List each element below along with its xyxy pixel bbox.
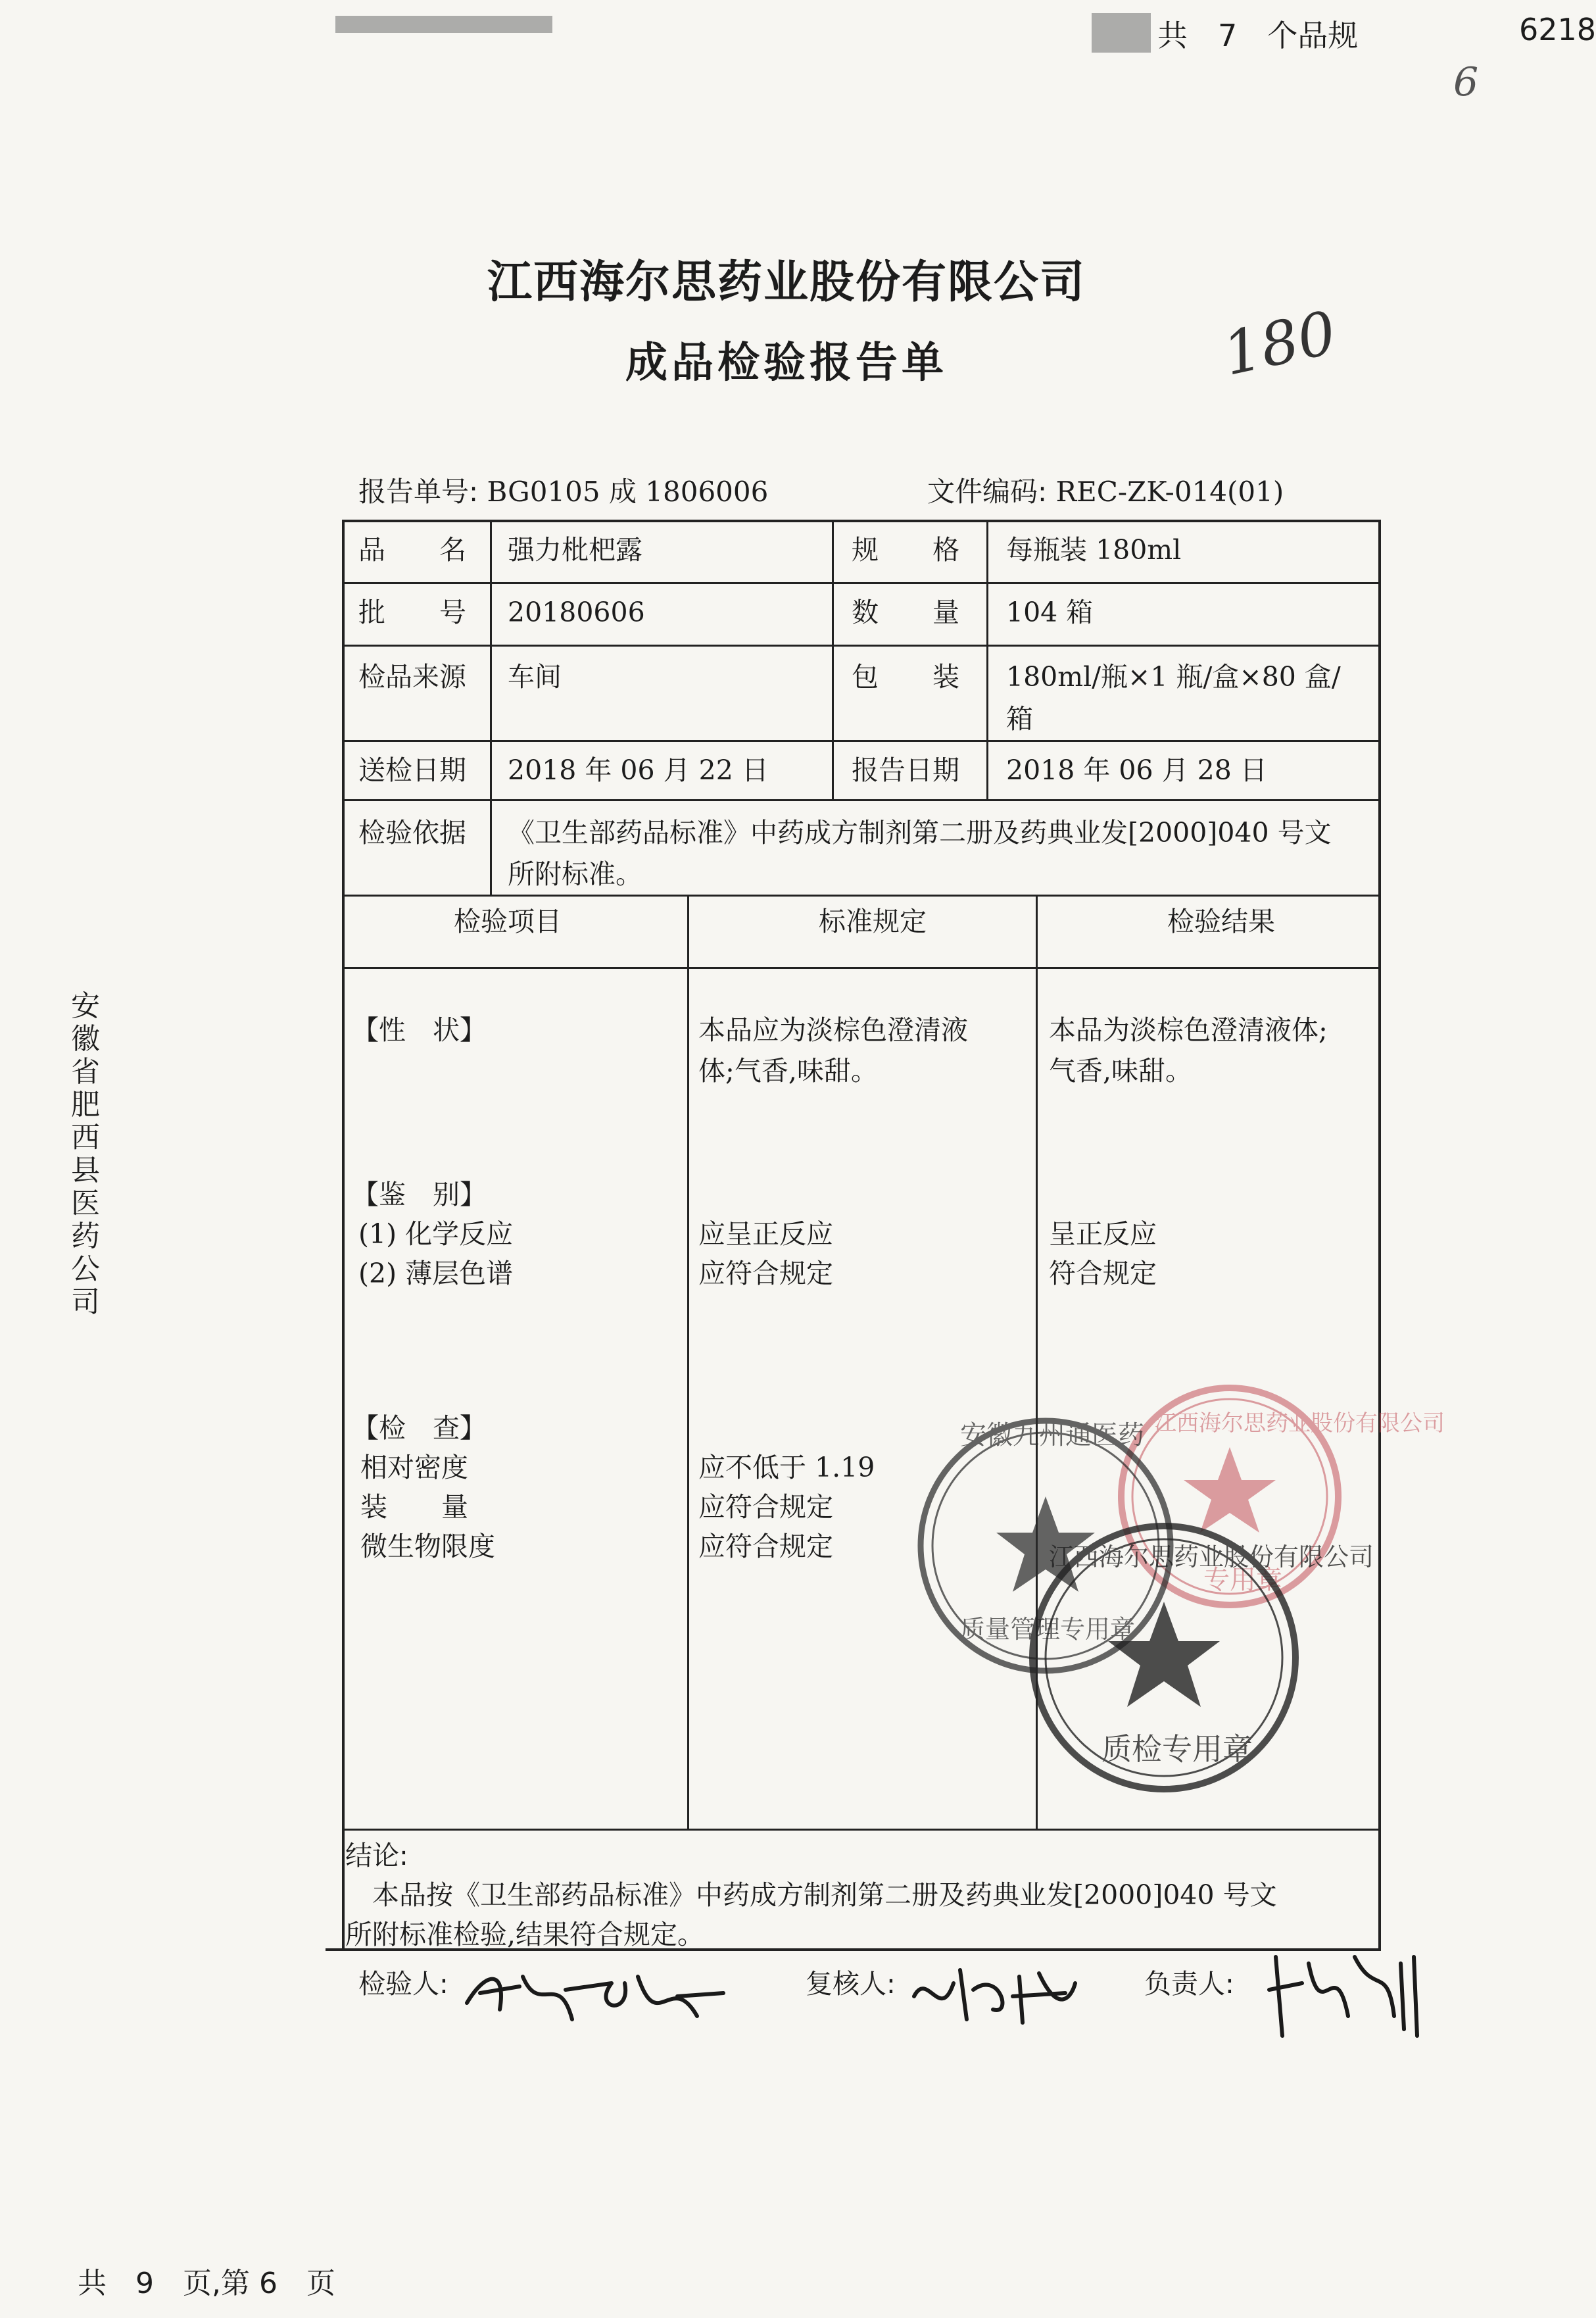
product-name-value: 强力枇杷露	[508, 534, 642, 566]
reviewer-signature	[907, 1957, 1078, 2036]
report-title: 成品检验报告单	[625, 339, 948, 387]
basis-value-line2: 所附标准。	[508, 858, 642, 890]
file-code	[927, 470, 1284, 510]
column-header-item: 检验项目	[454, 906, 562, 937]
official-stamps	[894, 1375, 1445, 1809]
file-code-value: REC-ZK-014(01)	[1055, 476, 1284, 508]
inspection-standard-2: 应符合规定	[698, 1491, 833, 1523]
appearance-standard-line1: 本品应为淡棕色澄清液	[698, 1014, 968, 1046]
basis-value-line1: 《卫生部药品标准》中药成方制剂第二册及药典业发[2000]040 号文	[508, 817, 1332, 849]
handwritten-spec-mark: 180	[1217, 298, 1342, 389]
file-code-label: 文件编码:	[927, 476, 1048, 508]
submit-date-label: 送检日期	[358, 754, 466, 786]
quantity-value: 104 箱	[1006, 597, 1094, 628]
stamp-3-text: 江西海尔思药业股份有限公司	[1154, 1410, 1445, 1437]
quantity-label: 数 量	[852, 597, 959, 628]
stamp-2-bottom-text: 质量管理专用章	[960, 1615, 1136, 1644]
submit-date-value: 2018 年 06 月 22 日	[508, 754, 769, 786]
batch-label: 批 号	[358, 597, 466, 628]
conclusion-text-line1: 本品按《卫生部药品标准》中药成方制剂第二册及药典业发[2000]040 号文	[345, 1879, 1277, 1911]
company-name: 江西海尔思药业股份有限公司	[487, 257, 1086, 308]
packaging-label: 包 装	[852, 661, 959, 693]
reviewer-label: 复核人:	[806, 1968, 896, 2000]
appearance-result-line1: 本品为淡棕色澄清液体;	[1049, 1014, 1328, 1046]
identification-standard-2: 应符合规定	[698, 1258, 833, 1289]
page-footer: 共 9 页,第 6 页	[78, 2267, 335, 2300]
responsible-signature	[1263, 1937, 1434, 2049]
stamp-1-text: 江西海尔思药业股份有限公司	[1049, 1542, 1374, 1571]
inspector-label: 检验人:	[358, 1968, 448, 2000]
inspector-signature	[460, 1957, 737, 2049]
spec-label: 规 格	[852, 534, 959, 566]
product-count-note: 共 7 个品规	[1157, 18, 1359, 53]
inspection-standard-1: 应不低于 1.19	[698, 1452, 875, 1483]
section-inspection-heading: 【检 查】	[352, 1412, 487, 1444]
scan-artifact	[335, 16, 552, 33]
packaging-value-line1: 180ml/瓶×1 瓶/盒×80 盒/	[1006, 661, 1341, 693]
appearance-result-line2: 气香,味甜。	[1049, 1055, 1193, 1087]
identification-result-1: 呈正反应	[1049, 1218, 1157, 1250]
stamp-2-text: 安徽九州通医药	[960, 1420, 1144, 1450]
report-number	[358, 470, 768, 510]
inspection-item-1: 相对密度	[360, 1452, 468, 1483]
identification-item-1: (1) 化学反应	[358, 1218, 514, 1250]
report-number-label: 报告单号:	[358, 476, 479, 508]
responsible-label: 负责人:	[1144, 1968, 1234, 2000]
stamp-3-bottom-text: 专用章	[1203, 1565, 1282, 1595]
report-date-label: 报告日期	[852, 754, 959, 786]
identification-standard-1: 应呈正反应	[698, 1218, 833, 1250]
page-code: 6218	[1519, 12, 1596, 47]
scan-artifact	[1092, 13, 1151, 53]
handwritten-page-mark: 6	[1453, 59, 1479, 105]
basis-label: 检验依据	[358, 817, 466, 849]
inspection-item-2: 装 量	[360, 1491, 468, 1523]
identification-result-2: 符合规定	[1049, 1258, 1157, 1289]
column-header-standard: 标准规定	[819, 906, 927, 937]
report-number-value: BG0105 成 1806006	[487, 476, 769, 508]
product-name-label: 品 名	[358, 534, 466, 566]
packaging-value-line2: 箱	[1006, 703, 1033, 735]
identification-item-2: (2) 薄层色谱	[358, 1258, 514, 1289]
appearance-standard-line2: 体;气香,味甜。	[698, 1055, 878, 1087]
inspection-standard-3: 应符合规定	[698, 1531, 833, 1562]
side-stamp-company: 安徽省肥西县医药公司	[71, 989, 100, 1319]
inspection-item-3: 微生物限度	[360, 1531, 495, 1562]
source-value: 车间	[508, 661, 562, 693]
batch-value: 20180606	[508, 597, 645, 628]
spec-value: 每瓶装 180ml	[1006, 534, 1182, 566]
source-label: 检品来源	[358, 661, 466, 693]
conclusion-text-line2: 所附标准检验,结果符合规定。	[345, 1919, 705, 1950]
conclusion-label: 结论:	[345, 1840, 408, 1871]
stamp-1-bottom-text: 质检专用章	[1101, 1731, 1253, 1767]
section-identification-heading: 【鉴 别】	[352, 1179, 487, 1210]
section-appearance-heading: 【性 状】	[352, 1014, 487, 1046]
report-date-value: 2018 年 06 月 28 日	[1006, 754, 1267, 786]
column-header-result: 检验结果	[1167, 906, 1275, 937]
